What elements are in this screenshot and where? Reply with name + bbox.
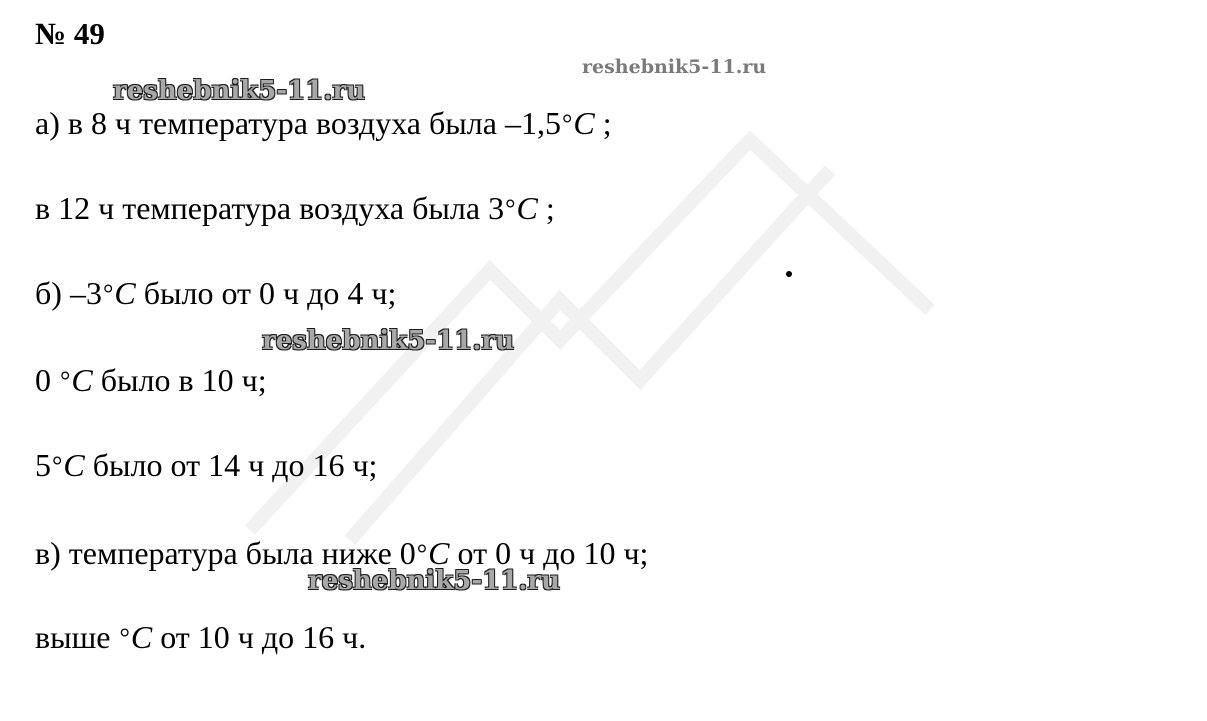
answer-text: 0 [35,362,59,398]
answer-text: в) температура была ниже 0 [35,535,416,571]
answer-text: а) в 8 ч температура воздуха была –1,5 [35,105,561,141]
answer-text: в 12 ч температура воздуха была 3 [35,190,505,226]
answer-line-b3 [35,445,377,488]
answer-text-end: ; [594,105,612,141]
answer-text: выше [35,619,119,655]
stray-dot [786,271,792,277]
celsius-unit: C [130,619,153,655]
celsius-unit: C [71,362,93,398]
watermark-text: reshebnik5-11.ru [262,326,515,356]
answer-text-end: ; [537,190,555,226]
degree-symbol: ° [416,539,428,568]
answer-text-end: было в 10 ч; [92,362,267,398]
answer-text-end: было от 0 ч до 4 ч; [135,275,397,311]
celsius-unit: C [428,535,450,571]
answer-line-a2 [35,188,555,231]
answer-text-end: было от 14 ч до 16 ч; [84,447,378,483]
answer-text: 5 [35,447,51,483]
degree-symbol: ° [52,451,63,480]
degree-symbol: ° [102,279,114,308]
degree-symbol: ° [60,366,71,395]
answer-text-end: от 0 ч до 10 ч; [449,535,649,571]
degree-symbol: ° [119,623,130,652]
celsius-unit: C [63,447,85,483]
answer-text-end: от 10 ч до 16 ч. [152,619,367,655]
degree-symbol: ° [505,194,516,223]
degree-symbol: ° [561,109,573,138]
celsius-unit: C [516,190,538,226]
watermark-text: reshebnik5-11.ru [113,76,366,106]
problem-number: № 49 [35,16,105,51]
watermark-text: reshebnik5-11.ru [582,56,767,78]
watermark-text: reshebnik5-11.ru [308,566,561,596]
answer-text: б) –3 [35,275,102,311]
answer-line-b1 [35,273,396,316]
celsius-unit: C [114,275,136,311]
answer-line-a1 [35,103,612,146]
answer-line-b2 [35,360,267,403]
answer-line-c1 [35,533,648,576]
celsius-unit: C [573,105,595,141]
answer-line-c2 [35,617,366,660]
